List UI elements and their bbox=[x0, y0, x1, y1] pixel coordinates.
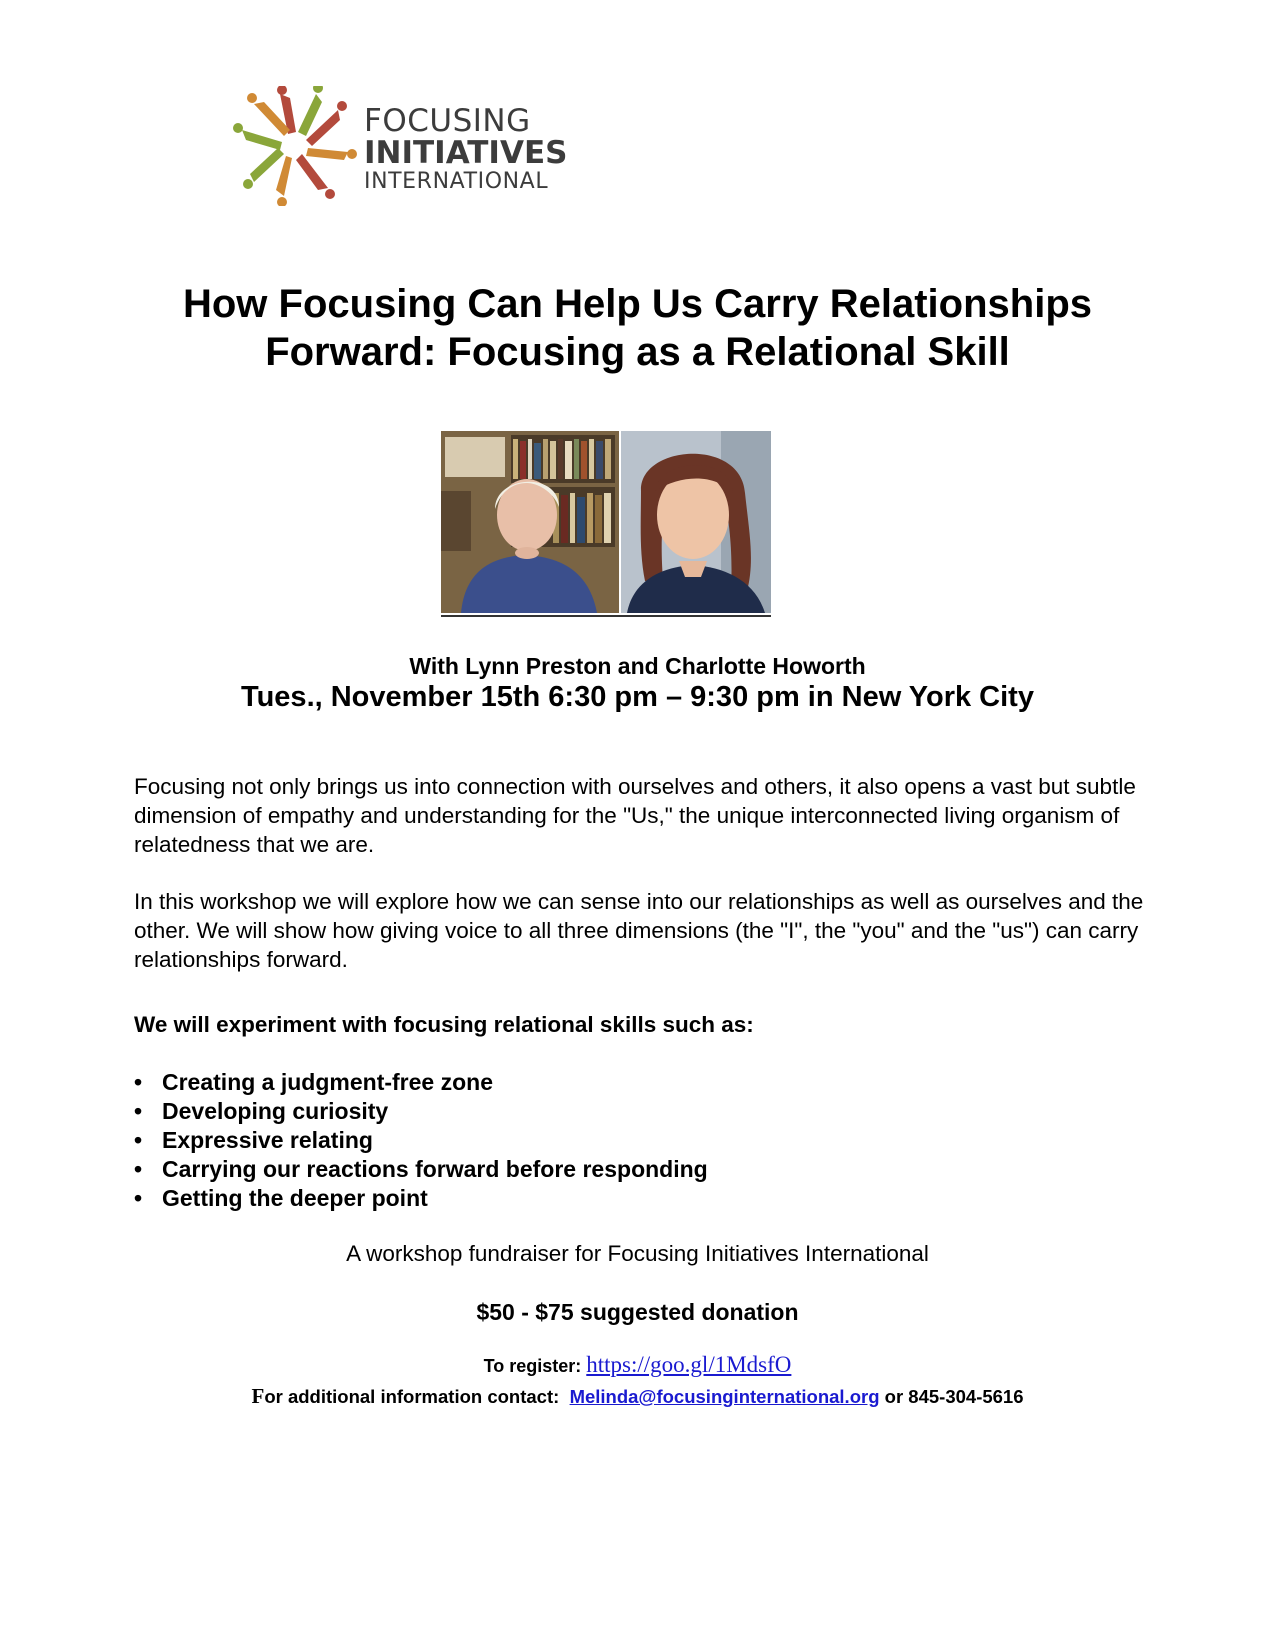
list-item bbox=[134, 1068, 708, 1097]
donation-amount: $50 - $75 suggested donation bbox=[476, 1299, 799, 1325]
list-item bbox=[134, 1155, 708, 1184]
logo-line-international: INTERNATIONAL bbox=[364, 169, 549, 194]
register-link[interactable]: https://goo.gl/1MdsfO bbox=[586, 1352, 792, 1377]
skill-text: Carrying our reactions forward before responding bbox=[162, 1156, 708, 1182]
presenter-photos bbox=[441, 431, 771, 617]
list-item bbox=[134, 1184, 708, 1213]
title-line-1: How Focusing Can Help Us Carry Relationships bbox=[182, 282, 1093, 326]
skill-text: Getting the deeper point bbox=[162, 1185, 428, 1211]
skill-text: Creating a judgment-free zone bbox=[162, 1069, 493, 1095]
organization-logo bbox=[232, 86, 572, 206]
description-paragraph-1: Focusing not only brings us into connection with ourselves and others, it also opens a vast but subtle dimension of empathy and understanding for the "Us," the unique interconnected living organism of relatedness that we are. bbox=[134, 774, 1136, 857]
contact-email-link[interactable]: Melinda@focusinginternational.org bbox=[569, 1386, 880, 1407]
description-paragraph-2: In this workshop we will explore how we can sense into our relationships as well as ourselves and the other. We will show how giving voice to all three dimensions (the "I", the "you" and the "us") can carry relationships forward. bbox=[134, 889, 1144, 972]
register-line bbox=[0, 1352, 1275, 1378]
logo-wordmark bbox=[364, 103, 568, 194]
skill-text: Expressive relating bbox=[162, 1127, 373, 1153]
bullet-icon: • bbox=[134, 1127, 143, 1153]
list-item bbox=[134, 1097, 708, 1126]
bullet-icon: • bbox=[134, 1098, 143, 1124]
bullet-icon: • bbox=[134, 1156, 143, 1182]
contact-label: or additional information contact: bbox=[264, 1386, 570, 1407]
presenters-line: With Lynn Preston and Charlotte Howorth bbox=[409, 653, 866, 679]
skills-list bbox=[134, 1068, 708, 1213]
photo-lynn-preston bbox=[441, 431, 619, 613]
bullet-icon: • bbox=[134, 1069, 143, 1095]
bullet-icon: • bbox=[134, 1185, 143, 1211]
contact-line bbox=[0, 1384, 1275, 1409]
logo-line-focusing: FOCUSING bbox=[364, 103, 531, 139]
contact-phone: or 845-304-5616 bbox=[879, 1386, 1024, 1407]
skill-text: Developing curiosity bbox=[162, 1098, 389, 1124]
contact-first-letter: F bbox=[251, 1384, 265, 1408]
photo-charlotte-howorth bbox=[621, 431, 771, 613]
logo-line-initiatives: INITIATIVES bbox=[364, 135, 568, 171]
page-title bbox=[0, 280, 1275, 376]
skills-heading: We will experiment with focusing relational skills such as: bbox=[134, 1012, 754, 1037]
list-item bbox=[134, 1126, 708, 1155]
register-label: To register: bbox=[483, 1356, 587, 1376]
title-line-2: Forward: Focusing as a Relational Skill bbox=[265, 330, 1010, 374]
logo-mark-icon bbox=[232, 86, 360, 206]
fundraiser-note: A workshop fundraiser for Focusing Initiatives International bbox=[346, 1241, 929, 1266]
event-date-time: Tues., November 15th 6:30 pm – 9:30 pm in New York City bbox=[241, 681, 1034, 713]
